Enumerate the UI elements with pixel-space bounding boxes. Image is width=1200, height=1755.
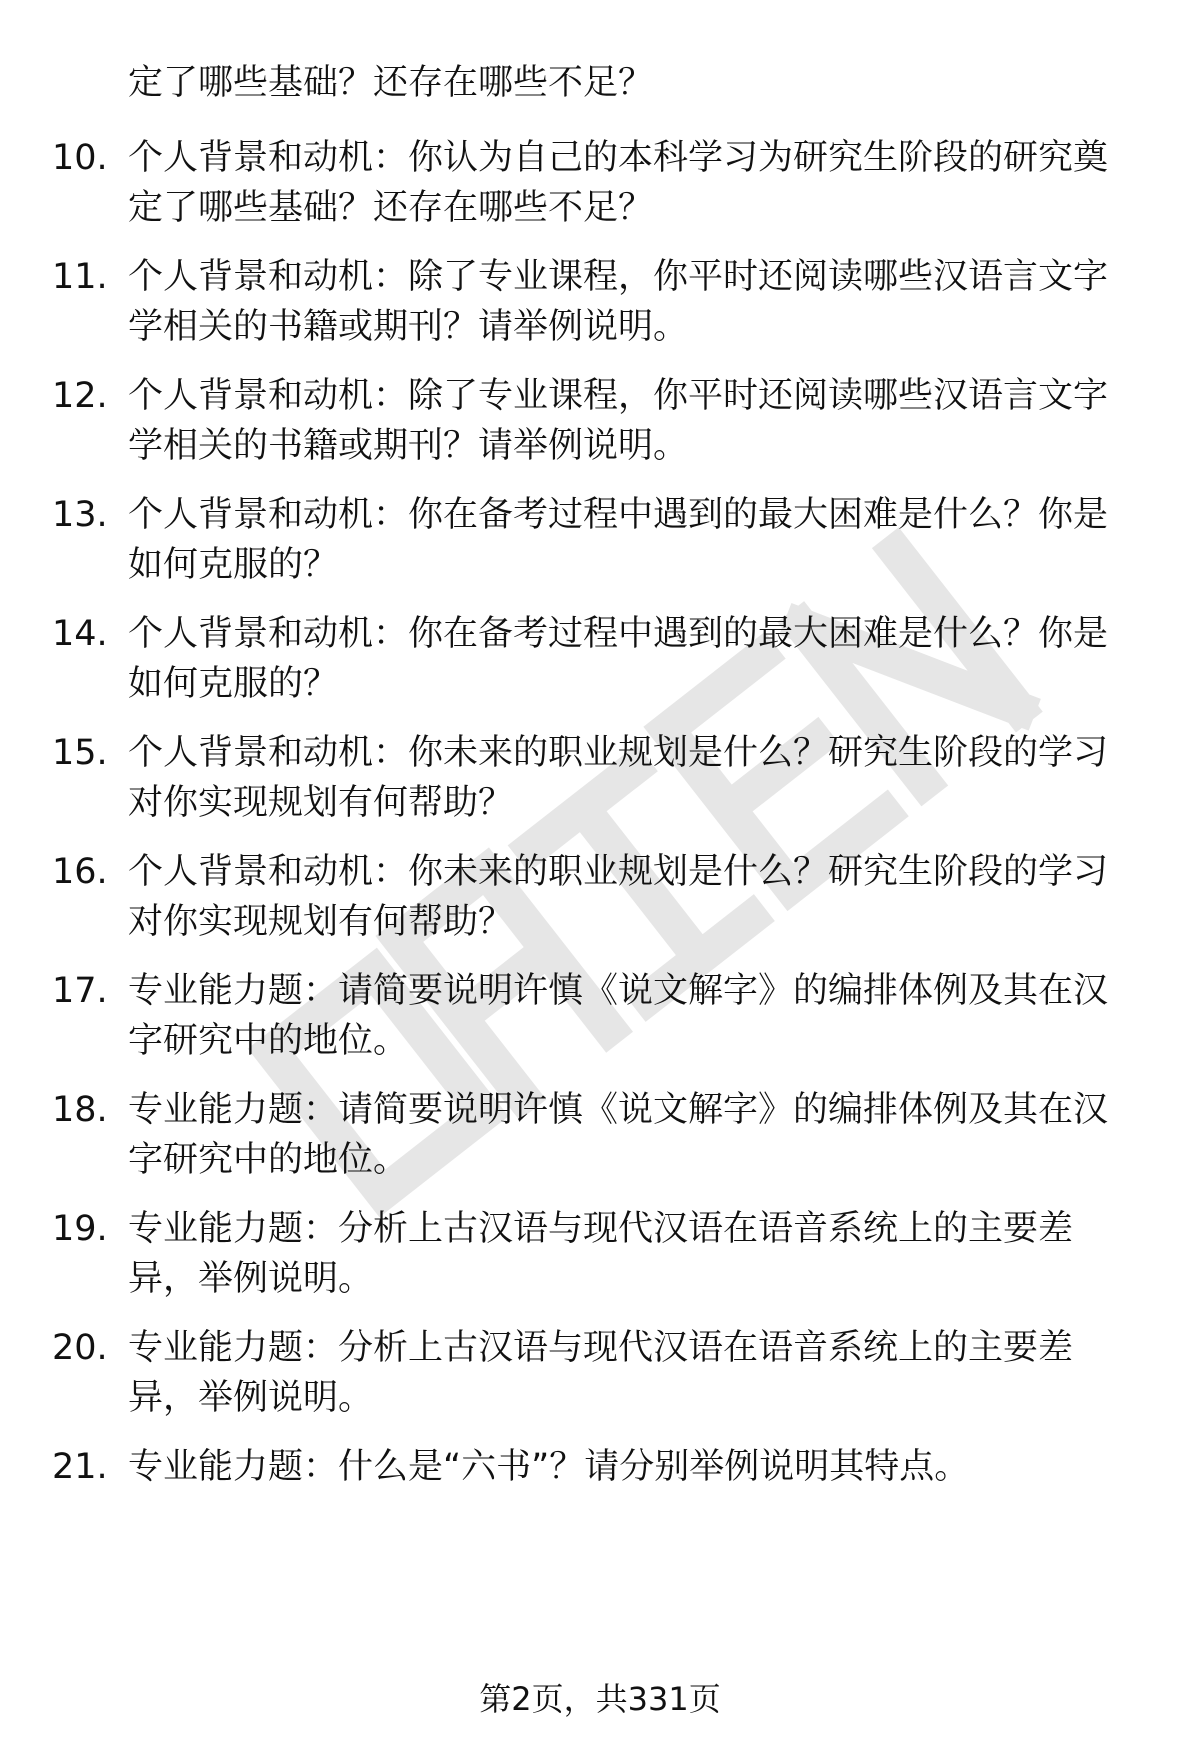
question-text-line: 专业能力题：分析上古汉语与现代汉语在语音系统上的主要差 xyxy=(128,1328,1074,1368)
question-number: 20. xyxy=(52,1328,108,1368)
question-number: 15. xyxy=(52,733,108,773)
question-number: 19. xyxy=(52,1209,108,1249)
question-number: 11. xyxy=(52,257,108,297)
question-text-line: 个人背景和动机：你认为自己的本科学习为研究生阶段的研究奠 xyxy=(128,138,1109,178)
question-text xyxy=(128,1323,1138,1423)
question-text-line: 异，举例说明。 xyxy=(128,1378,374,1418)
question-number: 12. xyxy=(52,376,108,416)
question-text-line: 字研究中的地位。 xyxy=(128,1021,409,1061)
question-number: 16. xyxy=(52,852,108,892)
question-text-line: 字研究中的地位。 xyxy=(128,1140,409,1180)
question-text xyxy=(128,1204,1138,1304)
question-number: 14. xyxy=(52,614,108,654)
question-text-line: 对你实现规划有何帮助？ xyxy=(128,783,514,823)
question-text xyxy=(128,371,1138,471)
question-text-line: 个人背景和动机：除了专业课程，你平时还阅读哪些汉语言文字 xyxy=(128,257,1109,297)
question-text-line: 专业能力题：请简要说明许慎《说文解字》的编排体例及其在汉 xyxy=(128,1090,1109,1130)
question-text xyxy=(128,966,1138,1066)
question-text-line: 如何克服的？ xyxy=(128,545,339,585)
question-text-line: 学相关的书籍或期刊？请举例说明。 xyxy=(128,307,689,347)
question-text-line: 定了哪些基础？还存在哪些不足？ xyxy=(128,188,654,228)
question-text-line: 如何克服的？ xyxy=(128,664,339,704)
question-text xyxy=(128,609,1138,709)
question-text-line: 个人背景和动机：你在备考过程中遇到的最大困难是什么？你是 xyxy=(128,495,1109,535)
question-number: 18. xyxy=(52,1090,108,1130)
question-text-line: 个人背景和动机：你未来的职业规划是什么？研究生阶段的学习 xyxy=(128,733,1109,773)
question-text xyxy=(128,728,1138,828)
question-text-line: 专业能力题：什么是“六书”？请分别举例说明其特点。 xyxy=(128,1447,970,1487)
question-text xyxy=(128,252,1138,352)
question-number: 10. xyxy=(52,138,108,178)
question-text-line: 异，举例说明。 xyxy=(128,1259,374,1299)
question-text xyxy=(128,133,1138,233)
question-text xyxy=(128,1442,1138,1492)
question-number: 21. xyxy=(52,1447,108,1487)
question-text-line: 个人背景和动机：你未来的职业规划是什么？研究生阶段的学习 xyxy=(128,852,1109,892)
question-text xyxy=(128,490,1138,590)
question-text-line: 个人背景和动机：除了专业课程，你平时还阅读哪些汉语言文字 xyxy=(128,376,1109,416)
question-text-line: 专业能力题：分析上古汉语与现代汉语在语音系统上的主要差 xyxy=(128,1209,1074,1249)
question-number: 13. xyxy=(52,495,108,535)
question-text xyxy=(128,1085,1138,1185)
question-text-line: 对你实现规划有何帮助？ xyxy=(128,902,514,942)
continued-question-text: 定了哪些基础？还存在哪些不足？ xyxy=(128,63,654,103)
question-text xyxy=(128,847,1138,947)
question-text-line: 专业能力题：请简要说明许慎《说文解字》的编排体例及其在汉 xyxy=(128,971,1109,1011)
page-number-footer: 第2页，共331页 xyxy=(479,1680,721,1718)
question-text-line: 学相关的书籍或期刊？请举例说明。 xyxy=(128,426,689,466)
question-number: 17. xyxy=(52,971,108,1011)
question-text-line: 个人背景和动机：你在备考过程中遇到的最大困难是什么？你是 xyxy=(128,614,1109,654)
